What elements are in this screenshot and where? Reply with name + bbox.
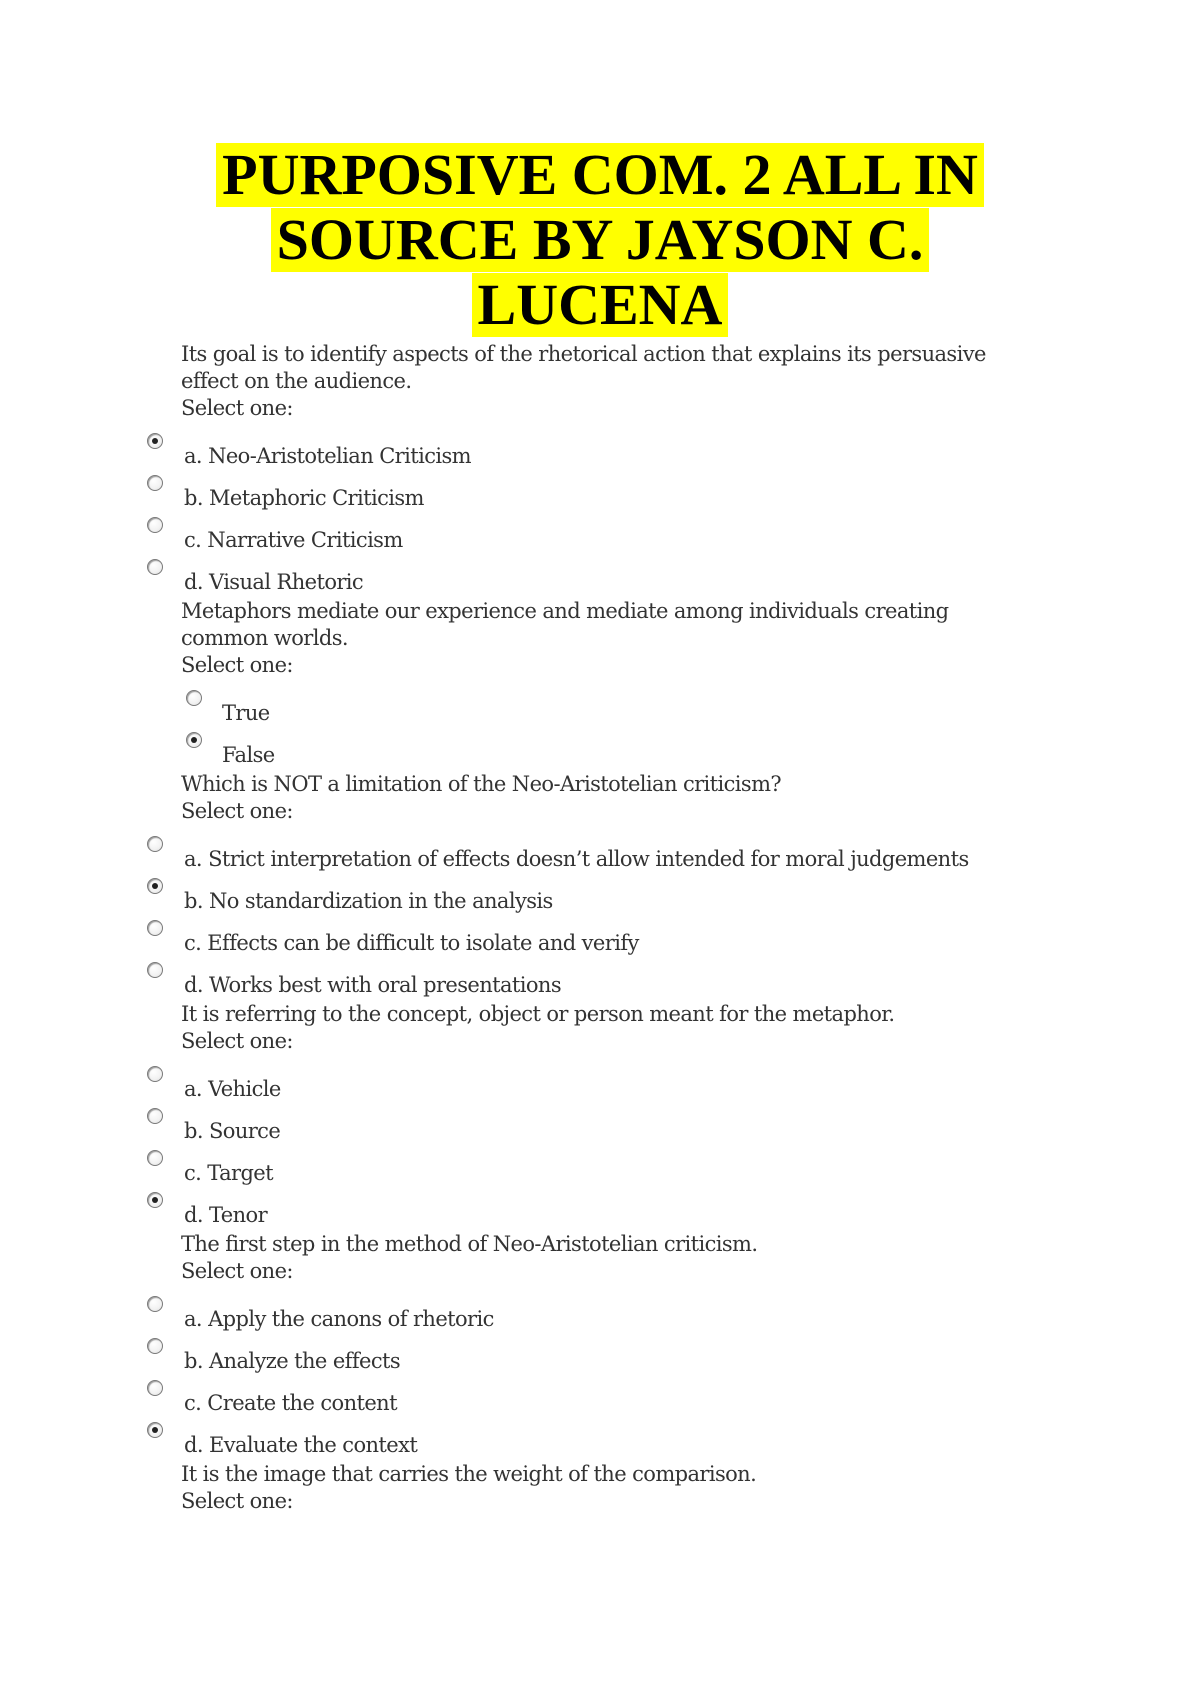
radio-button[interactable]	[147, 1296, 163, 1312]
option-label: b. Metaphoric Criticism	[184, 486, 424, 510]
option-label: a. Strict interpretation of effects doesn’t allow intended for moral judgements	[184, 847, 969, 871]
radio-button[interactable]	[147, 1150, 163, 1166]
question-text: The first step in the method of Neo-Aristotelian criticism.	[181, 1232, 758, 1256]
radio-button[interactable]	[147, 475, 163, 491]
option-label: c. Effects can be difficult to isolate and verify	[184, 931, 639, 955]
option-label: d. Tenor	[184, 1203, 268, 1227]
question-text: It is the image that carries the weight of the comparison.	[181, 1462, 757, 1486]
radio-button[interactable]	[147, 1380, 163, 1396]
question-3	[0, 771, 1200, 1004]
radio-button[interactable]	[147, 1066, 163, 1082]
question-text: Its goal is to identify aspects of the rhetorical action that explains its persuasive effect on the audience.	[181, 342, 986, 393]
answer-option[interactable]	[0, 517, 1200, 559]
radio-button[interactable]	[186, 690, 202, 706]
radio-button[interactable]	[147, 517, 163, 533]
option-label: a. Apply the canons of rhetoric	[184, 1307, 494, 1331]
option-label: d. Works best with oral presentations	[184, 973, 561, 997]
question-text: It is referring to the concept, object or person meant for the metaphor.	[181, 1002, 895, 1026]
answer-option[interactable]	[0, 962, 1200, 1004]
quiz-content	[0, 341, 1200, 1515]
answer-option[interactable]	[0, 1150, 1200, 1192]
radio-button[interactable]	[147, 920, 163, 936]
option-label: c. Target	[184, 1161, 273, 1185]
select-one-prompt: Select one:	[181, 1259, 293, 1283]
answer-option[interactable]	[0, 732, 1200, 774]
option-label: c. Create the content	[184, 1391, 397, 1415]
select-one-prompt: Select one:	[181, 1029, 293, 1053]
option-label: True	[222, 701, 270, 725]
radio-button-selected[interactable]	[147, 878, 163, 894]
radio-button-selected[interactable]	[147, 1422, 163, 1438]
title-line: PURPOSIVE COM. 2 ALL IN	[216, 143, 984, 207]
radio-button[interactable]	[147, 962, 163, 978]
radio-button-selected[interactable]	[147, 1192, 163, 1208]
option-label: c. Narrative Criticism	[184, 528, 403, 552]
question-6	[0, 1461, 1200, 1515]
document-title	[0, 143, 1200, 338]
answer-option[interactable]	[0, 1192, 1200, 1234]
option-label: d. Visual Rhetoric	[184, 570, 364, 594]
title-line: SOURCE BY JAYSON C.	[271, 208, 930, 272]
select-one-prompt: Select one:	[181, 396, 293, 420]
answer-option[interactable]	[0, 559, 1200, 601]
option-label: b. Analyze the effects	[184, 1349, 400, 1373]
answer-option[interactable]	[0, 836, 1200, 878]
answer-option[interactable]	[0, 1338, 1200, 1380]
select-one-prompt: Select one:	[181, 799, 293, 823]
option-label: False	[222, 743, 275, 767]
radio-button[interactable]	[147, 1338, 163, 1354]
answer-option[interactable]	[0, 1422, 1200, 1464]
question-2	[0, 598, 1200, 774]
option-label: a. Neo-Aristotelian Criticism	[184, 444, 471, 468]
title-line: LUCENA	[472, 273, 729, 337]
select-one-prompt: Select one:	[181, 653, 293, 677]
radio-button-selected[interactable]	[186, 732, 202, 748]
answer-option[interactable]	[0, 433, 1200, 475]
question-5	[0, 1231, 1200, 1464]
option-label: b. Source	[184, 1119, 281, 1143]
radio-button[interactable]	[147, 559, 163, 575]
answer-option[interactable]	[0, 1380, 1200, 1422]
answer-option[interactable]	[0, 1108, 1200, 1150]
answer-option[interactable]	[0, 1296, 1200, 1338]
option-label: b. No standardization in the analysis	[184, 889, 553, 913]
answer-option[interactable]	[0, 920, 1200, 962]
option-label: d. Evaluate the context	[184, 1433, 418, 1457]
radio-button[interactable]	[147, 836, 163, 852]
radio-button-selected[interactable]	[147, 433, 163, 449]
answer-option[interactable]	[0, 1066, 1200, 1108]
answer-option[interactable]	[0, 690, 1200, 732]
answer-option[interactable]	[0, 475, 1200, 517]
answer-option[interactable]	[0, 878, 1200, 920]
radio-button[interactable]	[147, 1108, 163, 1124]
question-1	[0, 341, 1200, 601]
question-text: Metaphors mediate our experience and mediate among individuals creating common worlds.	[181, 599, 949, 650]
option-label: a. Vehicle	[184, 1077, 281, 1101]
select-one-prompt: Select one:	[181, 1489, 293, 1513]
question-4	[0, 1001, 1200, 1234]
question-text: Which is NOT a limitation of the Neo-Aristotelian criticism?	[181, 772, 782, 796]
